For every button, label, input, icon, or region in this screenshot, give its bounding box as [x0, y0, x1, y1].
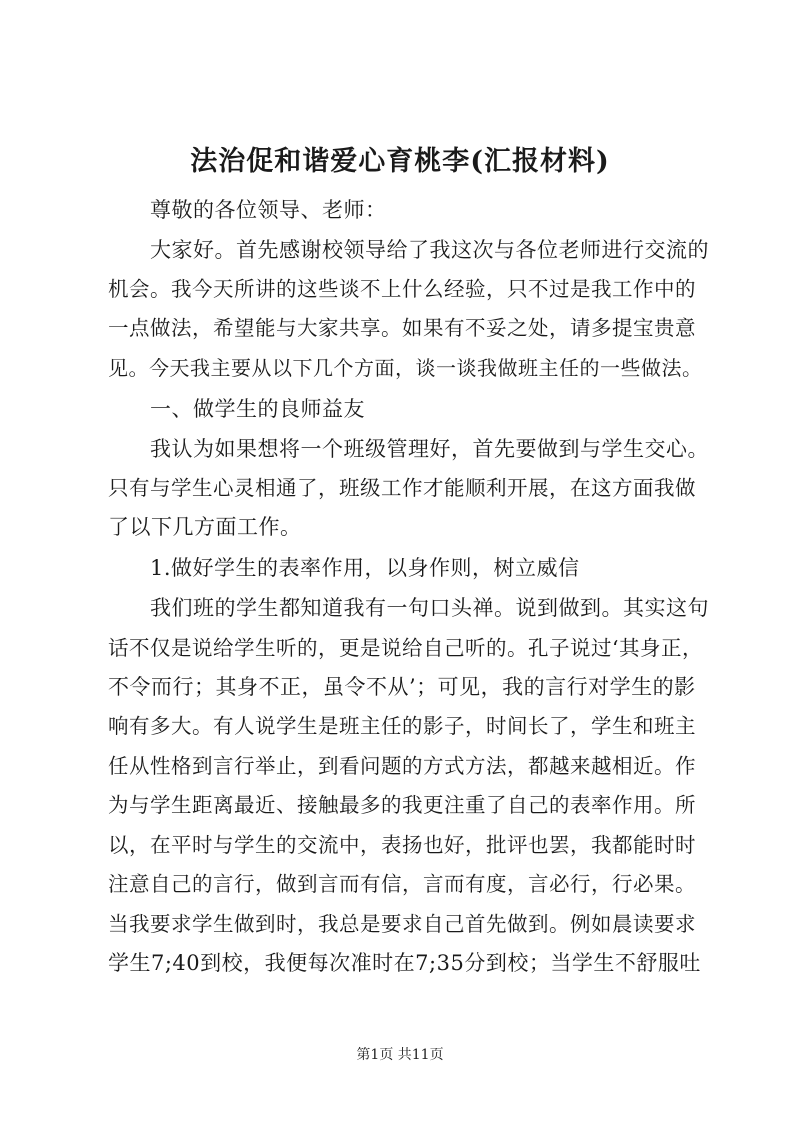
- body-line: 只有与学生心灵相通了，班级工作才能顺利开展，在这方面我做: [108, 476, 696, 500]
- body-line: 大家好。首先感谢校领导给了我这次与各位老师进行交流的: [150, 238, 709, 262]
- body-line: 任从性格到言行举止，到看问题的方式方法，都越来越相近。作: [108, 754, 696, 778]
- body-line: 不令而行；其身不正，虽令不从’；可见，我的言行对学生的影: [108, 675, 696, 699]
- body-line: 见。今天我主要从以下几个方面，谈一谈我做班主任的一些做法。: [108, 356, 703, 380]
- body-line: 以，在平时与学生的交流中，表扬也好，批评也罢，我都能时时: [108, 833, 696, 857]
- body-line: 为与学生距离最近、接触最多的我更注重了自己的表率作用。所: [108, 793, 696, 817]
- body-line: 注意自己的言行，做到言而有信，言而有度，言必行，行必果。: [108, 872, 696, 896]
- document-title: 法治促和谐爱心育桃李(汇报材料): [190, 146, 610, 177]
- body-line: 响有多大。有人说学生是班主任的影子，时间长了，学生和班主: [108, 714, 696, 738]
- body-line: 一点做法，希望能与大家共享。如果有不妥之处，请多提宝贵意: [108, 316, 696, 340]
- body-line: 我认为如果想将一个班级管理好，首先要做到与学生交心。: [150, 437, 709, 461]
- body-line: 学生7;40到校，我便每次准时在7;35分到校；当学生不舒服吐: [108, 951, 701, 975]
- body-line: 机会。我今天所讲的这些谈不上什么经验，只不过是我工作中的: [108, 277, 696, 301]
- page-footer: 第1页 共11页: [356, 1047, 444, 1063]
- section-heading: 一、做学生的良师益友: [150, 397, 365, 421]
- subsection-heading: 1.做好学生的表率作用，以身作则，树立威信: [150, 556, 580, 580]
- body-line: 话不仅是说给学生听的，更是说给自己听的。孔子说过‘其身正，: [108, 636, 704, 660]
- body-line: 我们班的学生都知道我有一句口头禅。说到做到。其实这句: [150, 596, 709, 620]
- body-line: 了以下几方面工作。: [108, 515, 302, 539]
- salutation: 尊敬的各位领导、老师：: [150, 198, 387, 222]
- body-line: 当我要求学生做到时，我总是要求自己首先做到。例如晨读要求: [108, 912, 696, 936]
